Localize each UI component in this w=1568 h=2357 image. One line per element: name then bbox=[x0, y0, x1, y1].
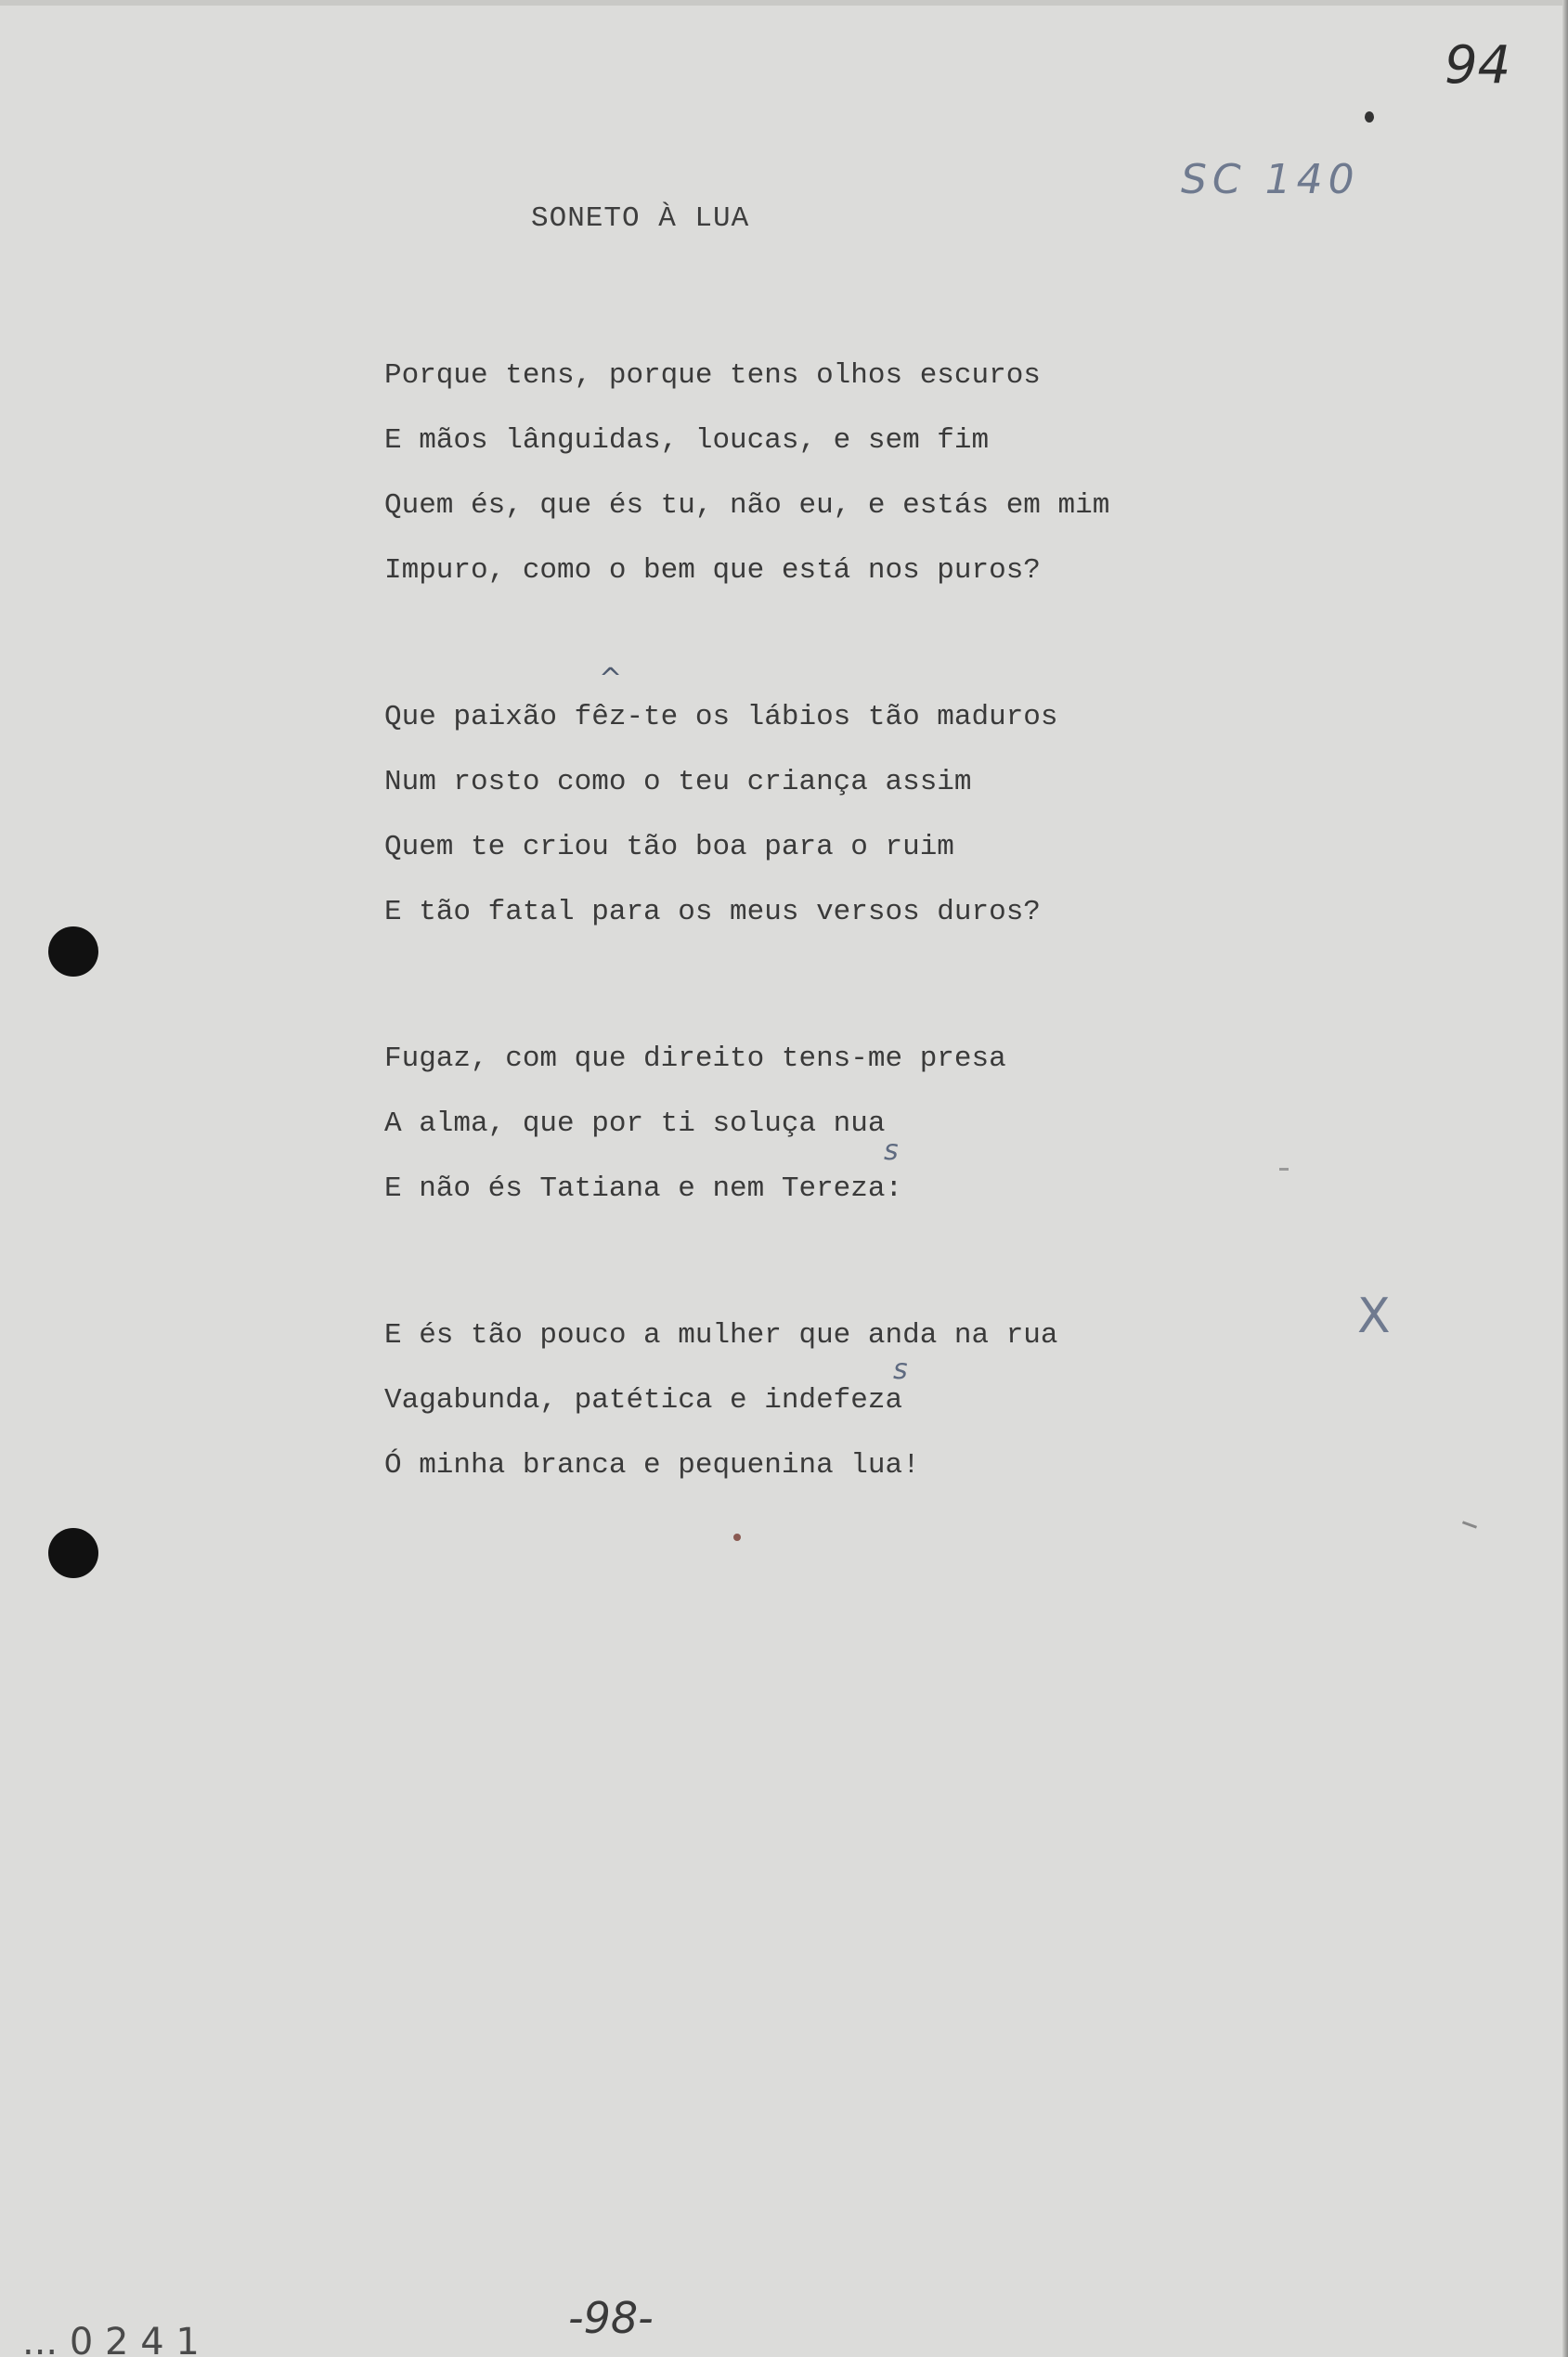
verse-line: Porque tens, porque tens olhos escuros bbox=[384, 359, 1041, 392]
page-right-edge bbox=[1562, 0, 1568, 2357]
punch-hole bbox=[48, 1528, 98, 1578]
stanza-2 bbox=[384, 685, 1109, 945]
verse-line: E mãos lânguidas, loucas, e sem fim bbox=[384, 424, 990, 457]
poem-title: SONETO À LUA bbox=[531, 202, 750, 235]
stray-mark bbox=[1279, 1168, 1289, 1171]
stanza-4 bbox=[384, 1303, 1109, 1498]
verse-line: Fugaz, com que direito tens-me presa bbox=[384, 1043, 1006, 1075]
folio-number: 94 bbox=[1445, 35, 1511, 96]
verse-line: Num rosto como o teu criança assim bbox=[384, 766, 972, 798]
handwritten-x-mark: X bbox=[1357, 1289, 1391, 1344]
stanza-3 bbox=[384, 1027, 1109, 1222]
verse-line: Quem te criou tão boa para o ruim bbox=[384, 831, 954, 863]
verse-line: Que paixão fêz-te os lábios tão maduros bbox=[384, 701, 1058, 733]
stray-mark bbox=[1462, 1521, 1477, 1528]
ink-dot bbox=[1365, 111, 1374, 123]
handwritten-circumflex: ^ bbox=[599, 663, 623, 695]
verse-line: Vagabunda, patética e indefeza bbox=[384, 1384, 903, 1417]
verse-line: Impuro, como o bem que está nos puros? bbox=[384, 554, 1041, 587]
verse-line: E tão fatal para os meus versos duros? bbox=[384, 896, 1041, 928]
verse-line: A alma, que por ti soluça nua bbox=[384, 1107, 886, 1140]
poem-body bbox=[384, 343, 1109, 1580]
verse-line: E és tão pouco a mulher que anda na rua bbox=[384, 1319, 1058, 1352]
stanza-1 bbox=[384, 343, 1109, 603]
page-top-edge bbox=[0, 0, 1568, 6]
bottom-page-number: -98- bbox=[568, 2293, 654, 2343]
archive-code: SC 140 bbox=[1181, 156, 1360, 203]
verse-line: Quem és, que és tu, não eu, e estás em mim bbox=[384, 489, 1110, 522]
handwritten-correction-s: s bbox=[893, 1353, 908, 1386]
punch-hole bbox=[48, 926, 98, 977]
edge-archive-number: ... 0 2 4 1 bbox=[22, 2321, 200, 2357]
verse-line: Ó minha branca e pequenina lua! bbox=[384, 1449, 920, 1482]
stain-dot bbox=[733, 1534, 741, 1541]
handwritten-correction-s: s bbox=[884, 1134, 899, 1167]
verse-line: E não és Tatiana e nem Tereza: bbox=[384, 1172, 903, 1205]
